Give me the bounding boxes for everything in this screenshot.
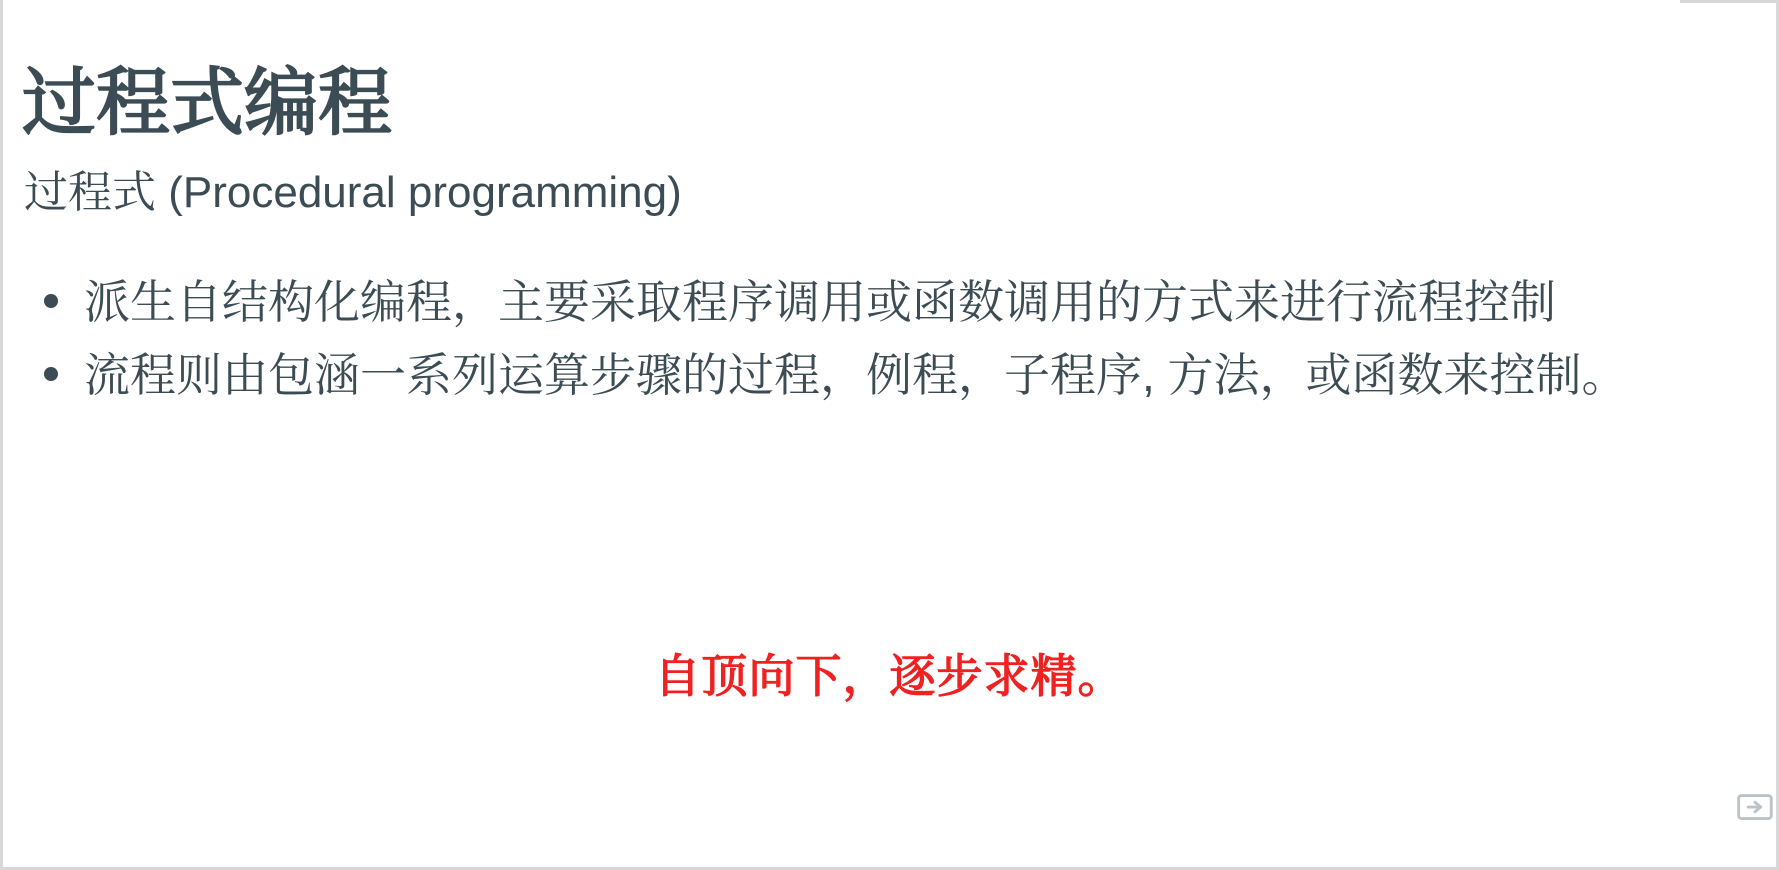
- bullet-dot-icon: [44, 294, 58, 308]
- screen-share-icon[interactable]: [1731, 784, 1777, 830]
- list-item: [24, 345, 1754, 406]
- bullet-list: [24, 272, 1754, 418]
- frame-edge-top: [1680, 0, 1779, 3]
- page-title: 过程式编程: [22, 60, 392, 144]
- list-item-text: 派生自结构化编程，主要采取程序调用或函数调用的方式来进行流程控制: [84, 276, 1556, 328]
- bullet-dot-icon: [44, 367, 58, 381]
- list-item-text: 流程则由包涵一系列运算步骤的过程，例程，子程序, 方法，或函数来控制。: [84, 349, 1628, 402]
- highlighted-statement: 自顶向下，逐步求精。: [654, 650, 1125, 702]
- list-item: [24, 272, 1754, 333]
- frame-edge-left: [0, 0, 3, 870]
- slide-subtitle: 过程式 (Procedural programming): [24, 168, 682, 217]
